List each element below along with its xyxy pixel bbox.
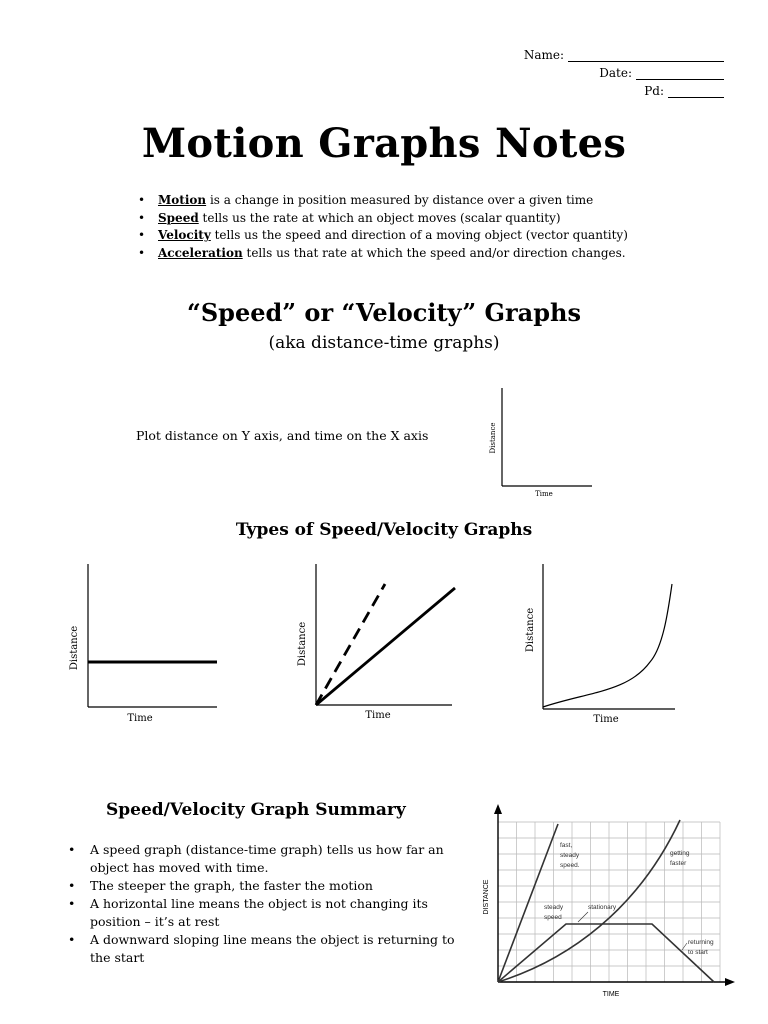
constant-speed-graph bbox=[292, 562, 462, 727]
definition-term: Motion bbox=[158, 193, 207, 207]
plot-instruction: Plot distance on Y axis, and time on the X axis bbox=[136, 428, 429, 443]
blank-distance-time-graph bbox=[480, 386, 600, 501]
summary-item: • The steeper the graph, the faster the motion bbox=[68, 877, 458, 895]
definition-text: is a change in position measured by distance over a given time bbox=[206, 193, 594, 207]
definition-text: tells us the rate at which an object moves (scalar quantity) bbox=[198, 210, 561, 225]
date-field[interactable] bbox=[599, 66, 724, 80]
solid-slope-line bbox=[316, 588, 455, 705]
steady-stationary-returning-line bbox=[498, 924, 714, 982]
fast-steady-line bbox=[498, 824, 558, 982]
definition-term: Speed bbox=[158, 210, 199, 225]
getting-faster-annotation bbox=[670, 850, 691, 867]
acceleration-curve bbox=[543, 584, 672, 707]
name-line[interactable] bbox=[568, 49, 724, 62]
annotation-line: returning bbox=[688, 939, 714, 946]
types-title: Types of Speed/Velocity Graphs bbox=[235, 520, 533, 540]
stationary-annotation bbox=[588, 904, 617, 911]
definition-item bbox=[136, 245, 628, 263]
name-field[interactable] bbox=[524, 48, 724, 62]
date-line[interactable] bbox=[636, 67, 724, 80]
page-title: Motion Graphs Notes bbox=[141, 120, 627, 167]
definition-item bbox=[136, 210, 628, 228]
annotation-line: getting bbox=[670, 850, 690, 857]
date-label: Date: bbox=[599, 66, 632, 80]
annotation-line: speed. bbox=[560, 862, 580, 869]
summary-item: • A speed graph (distance-time graph) tells us how far an object has moved with time. bbox=[68, 841, 458, 877]
name-label: Name: bbox=[523, 48, 564, 62]
section-subtitle: (aka distance-time graphs) bbox=[268, 333, 500, 353]
definition-term: Velocity bbox=[158, 228, 211, 242]
at-rest-graph bbox=[64, 562, 224, 727]
grid bbox=[498, 822, 720, 982]
annotation-line: to start bbox=[688, 949, 708, 956]
y-axis-label: Distance bbox=[525, 607, 536, 653]
dashed-slope-line bbox=[316, 584, 385, 705]
summary-title: Speed/Velocity Graph Summary bbox=[106, 800, 406, 820]
annotation-line: steady bbox=[560, 852, 580, 859]
x-axis-arrow bbox=[725, 978, 735, 986]
definition-text: tells us the speed and direction of a moving object (vector quantity) bbox=[210, 228, 628, 242]
annotation-line: stationary bbox=[588, 904, 617, 911]
definition-text: tells us that rate at which the speed and/or direction changes. bbox=[242, 245, 626, 260]
summary-item: • A horizontal line means the object is not changing its position – it’s at rest bbox=[68, 895, 458, 931]
fast-steady-annotation bbox=[560, 842, 581, 869]
y-axis-label: Distance bbox=[69, 625, 80, 671]
x-axis-label: TIME bbox=[602, 991, 620, 998]
summary-item: • A downward sloping line means the object is returning to the start bbox=[68, 931, 458, 967]
y-axis-arrow bbox=[494, 804, 502, 814]
summary-list bbox=[68, 841, 458, 967]
section-title: “Speed” or “Velocity” Graphs bbox=[187, 298, 581, 327]
pd-line[interactable] bbox=[668, 85, 724, 98]
x-axis-label: Time bbox=[365, 710, 391, 721]
accelerating-graph bbox=[518, 562, 683, 727]
x-axis-label: Time bbox=[535, 490, 553, 498]
definition-item bbox=[136, 227, 628, 245]
pd-field[interactable] bbox=[644, 84, 724, 98]
pd-label: Pd: bbox=[644, 84, 664, 98]
definition-item bbox=[136, 192, 628, 210]
y-axis-label: Distance bbox=[297, 621, 308, 667]
y-axis-label: Distance bbox=[489, 422, 497, 454]
stationary-pointer bbox=[578, 912, 588, 922]
annotation-line: fast, bbox=[560, 842, 573, 849]
y-axis-label: DISTANCE bbox=[483, 879, 490, 915]
annotation-line: steady bbox=[544, 904, 564, 911]
x-axis-label: Time bbox=[127, 713, 153, 724]
annotation-line: speed bbox=[544, 914, 562, 921]
definition-term: Acceleration bbox=[158, 245, 243, 260]
definitions-list bbox=[136, 192, 628, 262]
summary-distance-time-chart bbox=[478, 800, 738, 1000]
annotation-line: faster bbox=[670, 860, 687, 867]
x-axis-label: Time bbox=[593, 714, 619, 725]
steady-speed-annotation bbox=[544, 904, 565, 921]
